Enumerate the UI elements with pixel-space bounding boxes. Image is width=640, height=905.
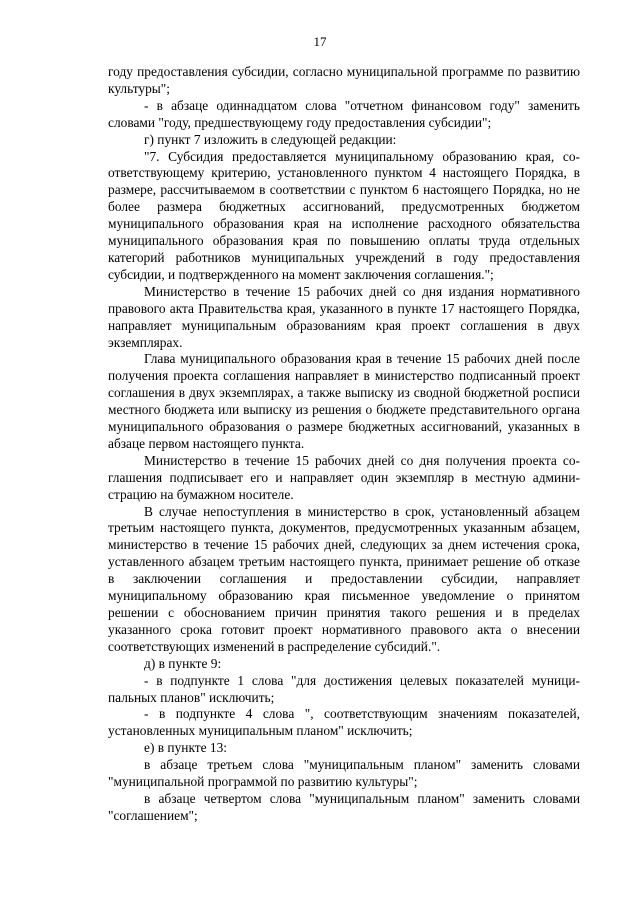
paragraph-continuation: году предоставления субсидии, согласно муниципальной программе по развитию культуры"; <box>108 64 580 96</box>
paragraph-non-receipt: В случае непоступления в министерство в срок, установленный абзацем третьим настоящего пункта, документов, предусмотренных указанным абзацем, министерство в течение 15 рабочих дней, следующих за днем истечения срока, уставленного абзацем третьим настоящего пункта, принимает решение об отказе в заключении соглашения и предоставлении субсидии, направляет муниципальному образованию края письменное уведомление о принятом решении с обоснованием причин принятия такого решения и в пределах указанного срока готовит проект нормативного правового акта о внесении соответствующих изменений в распределение субсидий.". <box>108 503 580 654</box>
page-number: 17 <box>313 34 327 49</box>
paragraph-point-7: "7. Субсидия предоставляется муниципальному образованию края, соответствующему критерию, установленного пунктом 4 настоящего Порядка, в размере, рассчитываемом в соответствии с пунктом 6 настоящего Порядка, но не более размера бюджетных ассигнований, предусмотренных бюджетом муниципального образования края на исполнение расходного обязательства муниципального образования края по повышению оплаты труда отдельных категорий работников муниципальных учреждений в году предоставления субсидии, и подтвержденного на момент заключения соглашения."; <box>108 148 580 282</box>
paragraph-ministry-sends-draft: Министерство в течение 15 рабочих дней со дня издания нормативного правового акта Правительства края, указанного в пункте 17 настоящего Порядка, направляет муниципальным образованиям края проект соглашения в двух экземплярах. <box>108 283 580 350</box>
paragraph-abzac-3: в абзаце третьем слова "муниципальным планом" заменить словами "муниципальной программой по развитию культуры"; <box>108 757 580 790</box>
paragraph-ministry-signs: Министерство в течение 15 рабочих дней со дня получения проекта соглашения подписывает его и направляет один экземпляр в местную администрацию на бумажном носителе. <box>108 452 580 502</box>
paragraph-subpoint-1: - в подпункте 1 слова "для достижения целевых показателей муниципальных планов" исключить; <box>108 672 580 705</box>
paragraph-head-returns-draft: Глава муниципального образования края в течение 15 рабочих дней после получения проекта соглашения направляет в министерство подписанный проект соглашения в двух экземплярах, а также выписку из сводной бюджетной росписи местного бюджета или выписку из решения о бюджете представительного органа муниципального образования о размере бюджетных ассигнований, указанных в абзаце первом настоящего пункта. <box>108 351 580 451</box>
paragraph-item-g: г) пункт 7 изложить в следующей редакции: <box>144 131 397 147</box>
paragraph-subpoint-4: - в подпункте 4 слова ", соответствующим значениям показателей, установленных муниципальным планом" исключить; <box>108 706 580 739</box>
paragraph-abzac-4: в абзаце четвертом слова "муниципальным планом" заменить словами "соглашением"; <box>108 790 580 823</box>
paragraph-item-d: д) в пункте 9: <box>144 655 222 671</box>
paragraph-item-e: е) в пункте 13: <box>144 740 228 756</box>
paragraph-amendment-abzac-11: - в абзаце одиннадцатом слова "отчетном финансовом году" заменить словами "году, предшествующему году предоставления субсидии"; <box>108 97 580 130</box>
document-body <box>108 64 580 825</box>
